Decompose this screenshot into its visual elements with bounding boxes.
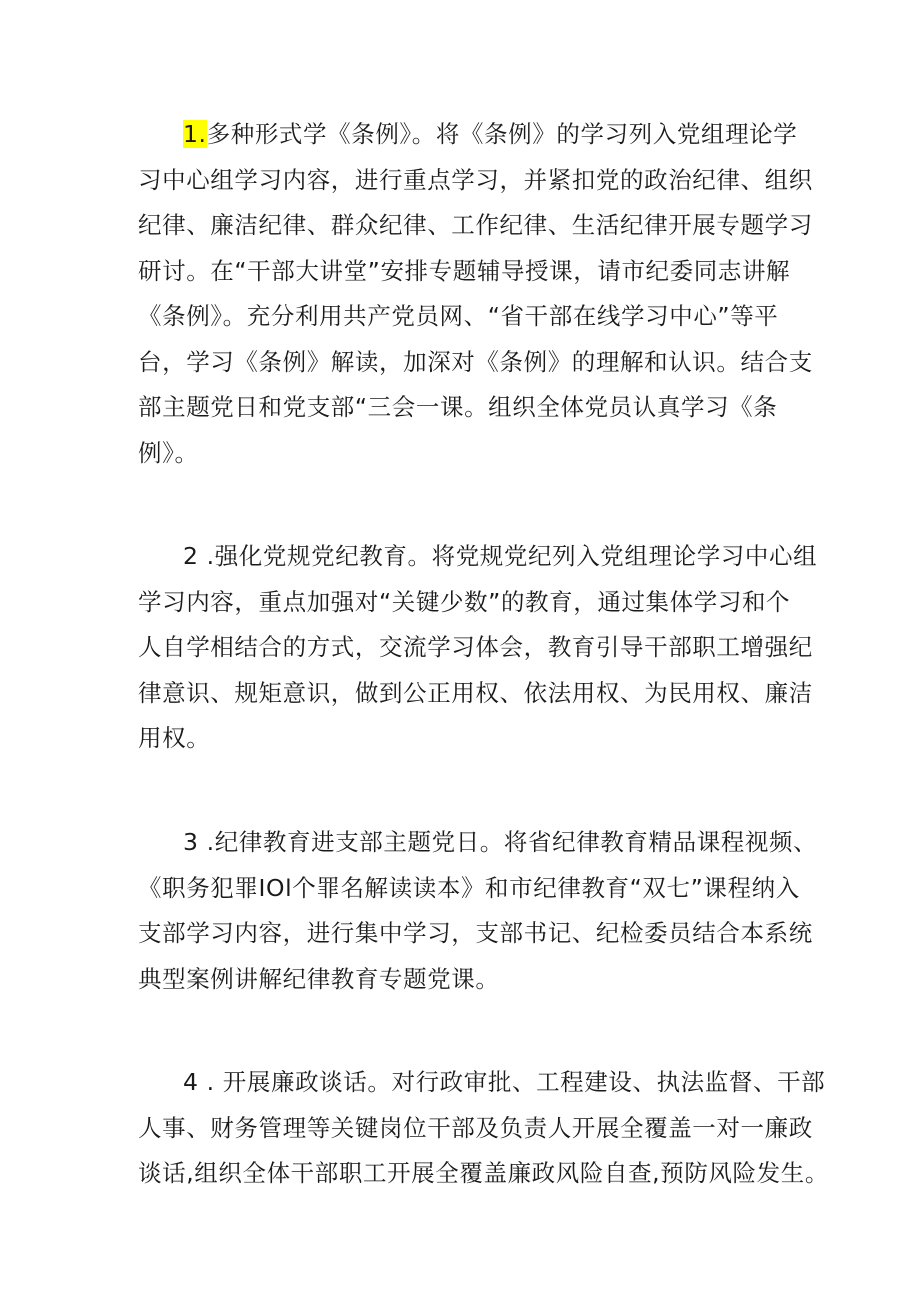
- paragraph-text: 强化党规党纪教育。将党规党纪列入党组理论学习中心组: [214, 542, 818, 570]
- paragraph-line: [138, 112, 798, 158]
- paragraph-3: [138, 820, 818, 1002]
- paragraph-line: 《条例》。充分利用共产党员网、“省干部在线学习中心”等平: [138, 302, 779, 330]
- paragraph-text: 纪律教育进支部主题党日。将省纪律教育精品课程视频、: [214, 828, 818, 856]
- paragraph-line: 台，学习《条例》解读，加深对《条例》的理解和认识。结合支: [138, 347, 813, 376]
- paragraph-line: 用权。: [138, 724, 211, 752]
- paragraph-line: 研讨。在“干部大讲堂”安排专题辅导授课，请市纪委同志讲解: [138, 256, 791, 285]
- paragraph-line: [138, 820, 818, 866]
- paragraph-text: 多种形式学《条例》。将《条例》的学习列入党组理论学: [206, 120, 798, 148]
- paragraph-line: 典型案例讲解纪律教育专题党课。: [138, 964, 500, 993]
- paragraph-number: 2 .: [183, 542, 215, 570]
- paragraph-line: 律意识、规矩意识，做到公正用权、依法用权、为民用权、廉洁: [138, 678, 813, 707]
- paragraph-line: 人事、财务管理等关键岗位干部及负责人开展全覆盖一对一廉政: [138, 1113, 813, 1142]
- paragraph-line: 支部学习内容，进行集中学习，支部书记、纪检委员结合本系统: [138, 919, 813, 947]
- paragraph-number: 4 .: [183, 1068, 215, 1096]
- paragraph-line: 谈话,组织全体干部职工开展全覆盖廉政风险自查,预防风险发生。: [138, 1159, 829, 1187]
- paragraph-text: 开展廉政谈话。对行政审批、工程建设、执法监督、干部: [214, 1068, 826, 1096]
- paragraph-line: 习中心组学习内容，进行重点学习，并紧扣党的政治纪律、组织: [138, 165, 813, 194]
- paragraph-number-highlighted: 1.: [183, 120, 207, 148]
- paragraph-line: [138, 534, 818, 580]
- paragraph-line: 人自学相结合的方式，交流学习体会，教育引导干部职工增强纪: [138, 633, 813, 661]
- paragraph-number: 3 .: [183, 828, 215, 856]
- paragraph-line: 部主题党日和党支部“三会一课。组织全体党员认真学习《条: [138, 393, 778, 421]
- paragraph-line: [138, 1060, 826, 1106]
- paragraph-line: 例》。: [138, 438, 199, 467]
- paragraph-4: [138, 1060, 829, 1197]
- paragraph-line: 学习内容，重点加强对“关键少数”的教育，通过集体学习和个: [138, 587, 791, 616]
- paragraph-line: 纪律、廉洁纪律、群众纪律、工作纪律、生活纪律开展专题学习: [138, 211, 813, 239]
- paragraph-line: 《职务犯罪IOl个罪名解读读本》和市纪律教育“双七”课程纳入: [138, 873, 800, 902]
- paragraph-2: [138, 534, 818, 762]
- paragraph-1: [138, 112, 813, 476]
